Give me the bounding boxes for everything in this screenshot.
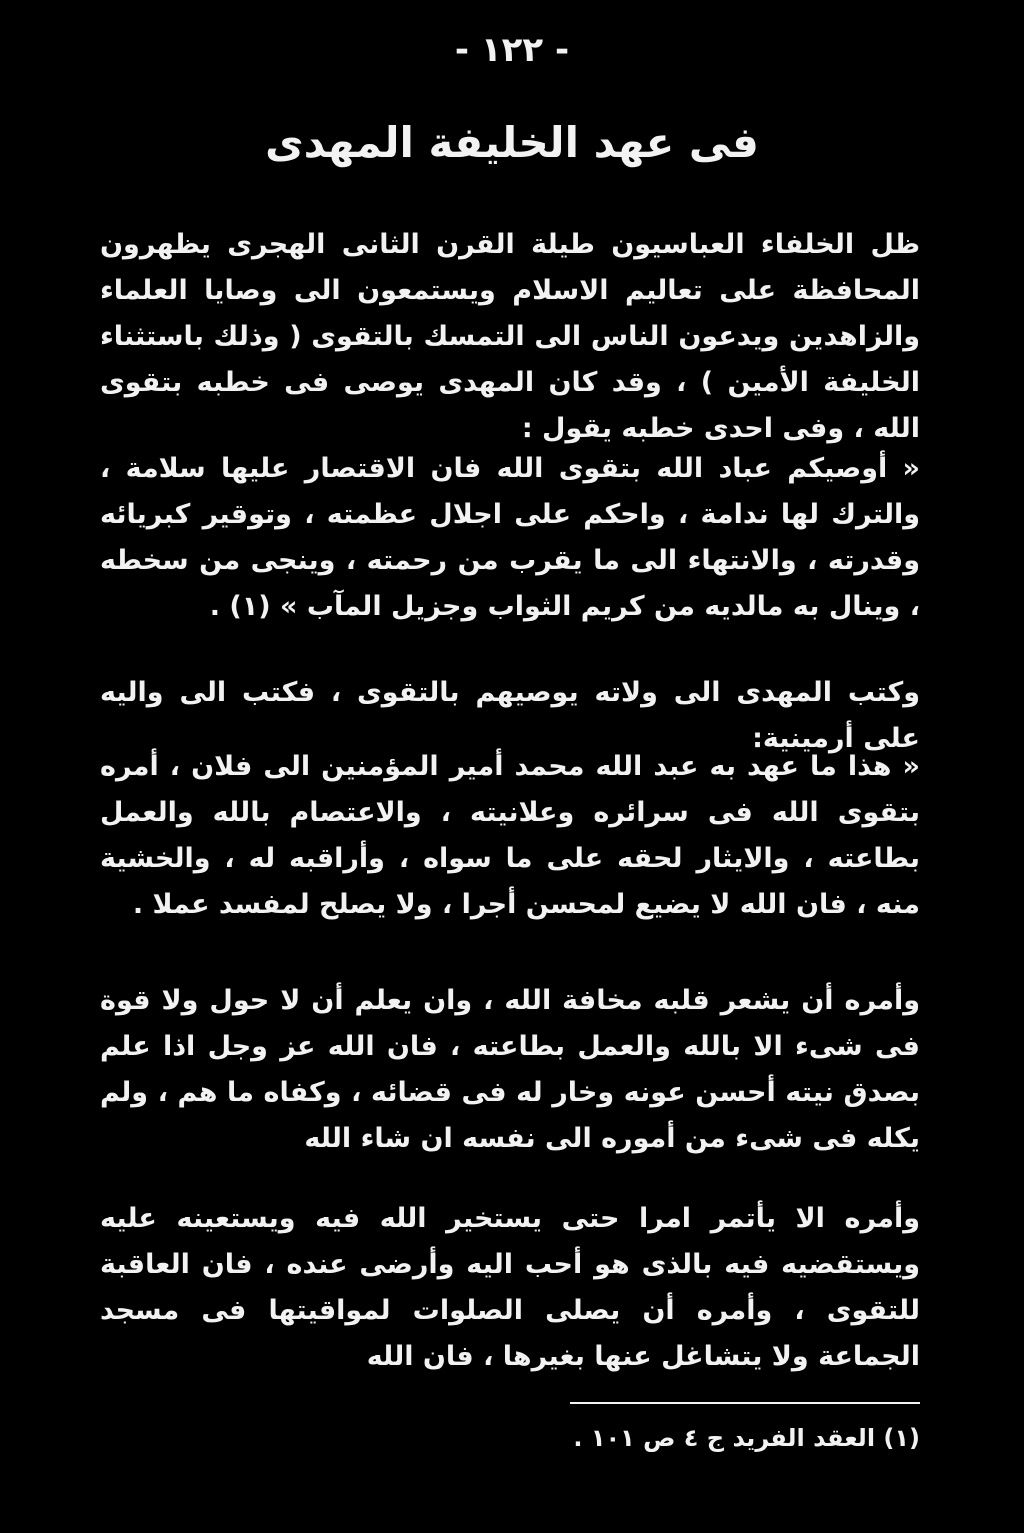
- paragraph-4: « هذا ما عهد به عبد الله محمد أمير المؤمنين الى فلان ، أمره بتقوى الله فى سرائره وعلانيته ، والاعتصام بالله والعمل بطاعته ، والايثار لحقه على ما سواه ، وأراقبه له ، والخشية منه ، فان الله لا يضيع لمحسن أجرا ، ولا يصلح لمفسد عملا .: [100, 751, 920, 920]
- footnote-divider: [570, 1402, 920, 1404]
- paragraph-6: وأمره الا يأتمر امرا حتى يستخير الله فيه ويستعينه عليه ويستقضيه فيه بالذى هو أحب اليه وأرضى عنده ، فان العاقبة للتقوى ، وأمره أن يصلى الصلوات لمواقيتها فى مسجد الجماعة ولا يتشاغل عنها بغيرها ، فان الله: [100, 1203, 920, 1372]
- paragraph-1: ظل الخلفاء العباسيون طيلة القرن الثانى الهجرى يظهرون المحافظة على تعاليم الاسلام ويستمعون الى وصايا العلماء والزاهدين ويدعون الناس الى التمسك بالتقوى ( وذلك باستثناء الخليفة الأمين ) ، وقد كان المهدى يوصى فى خطبه بتقوى الله ، وفى احدى خطبه يقول :: [100, 229, 920, 444]
- paragraph-5: وأمره أن يشعر قلبه مخافة الله ، وان يعلم أن لا حول ولا قوة فى شىء الا بالله والعمل بطاعته ، فان الله عز وجل اذا علم بصدق نيته أحسن عونه وخار له فى قضائه ، وكفاه ما هم ، ولم يكله فى شىء من أموره الى نفسه ان شاء الله: [100, 985, 920, 1154]
- paragraph-3: وكتب المهدى الى ولاته يوصيهم بالتقوى ، فكتب الى واليه على أرمينية:: [100, 677, 920, 754]
- paragraph-2: « أوصيكم عباد الله بتقوى الله فان الاقتصار عليها سلامة ، والترك لها ندامة ، واحكم على اجلال عظمته ، وتوقير كبريائه وقدرته ، والانتهاء الى ما يقرب من رحمته ، وينجى من سخطه ، وينال به مالديه من كريم الثواب وجزيل المآب » (١) .: [100, 453, 920, 622]
- section-heading: فى عهد الخليفة المهدى: [265, 118, 759, 167]
- page-number: - ١٢٢ -: [454, 30, 570, 70]
- footnote: (١) العقد الفريد ج ٤ ص ١٠١ .: [573, 1424, 920, 1452]
